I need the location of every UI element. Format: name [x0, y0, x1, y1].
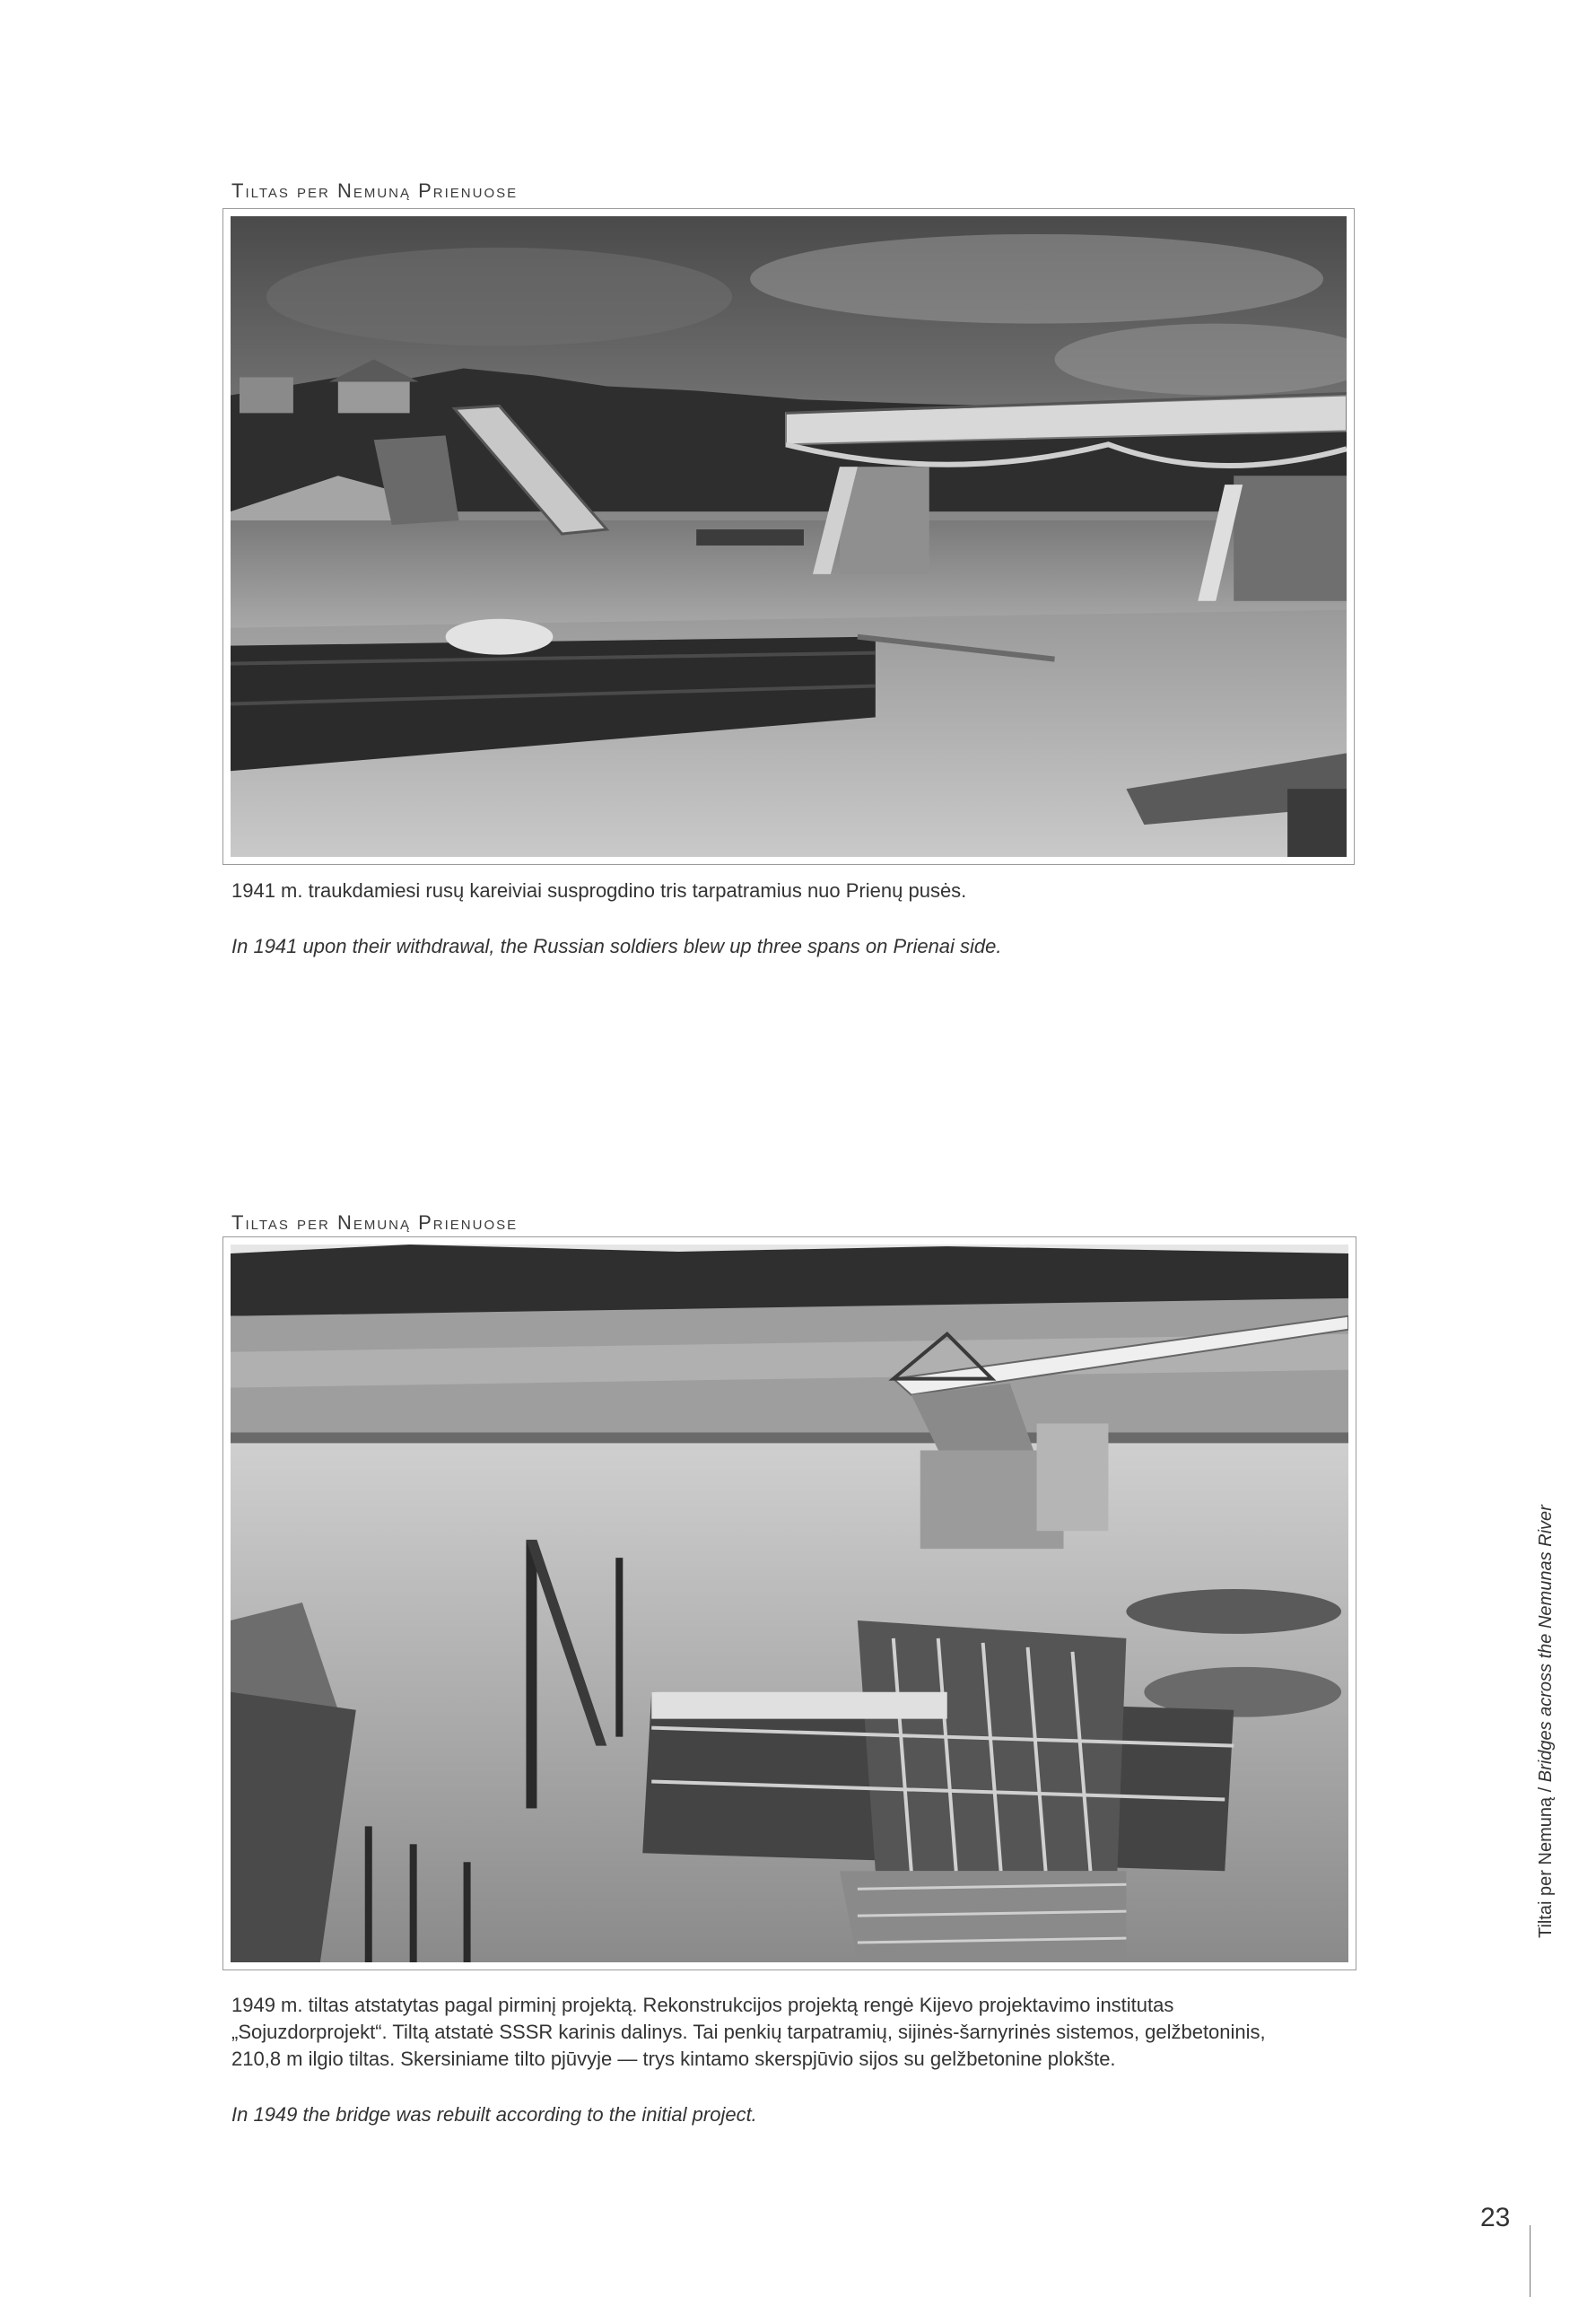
photo2-caption-en: In 1949 the bridge was rebuilt according to the initial project. — [231, 2103, 757, 2126]
photo2-caption-lt-line-2: „Sojuzdorprojekt“. Tiltą atstatė SSSR karinis dalinys. Tai penkių tarpatramių, sijinės-šarnyrinės sistemos, gelžbetoninis, — [231, 2021, 1266, 2043]
photo1-frame — [222, 208, 1355, 865]
page-divider — [1530, 2225, 1531, 2297]
photo1-caption-lt: 1941 m. traukdamiesi rusų kareiviai susprogdino tris tarpatramius nuo Prienų pusės. — [231, 879, 967, 902]
page-number: 23 — [1480, 2203, 1511, 2232]
book-title-lt: Tiltai per Nemuną / — [1536, 1782, 1556, 1938]
photo1-image — [231, 216, 1347, 857]
photo2-frame — [222, 1236, 1356, 1970]
book-title-en: Bridges across the Nemunas River — [1536, 1505, 1556, 1783]
photo2-image — [231, 1245, 1348, 1962]
photo2-heading: Tiltas per Nemuną Prienuose — [231, 1211, 519, 1234]
photo2-caption-lt-line-3: 210,8 m ilgio tiltas. Skersiniame tilto pjūvyje — trys kintamo skerspjūvio sijos su gelžbetonine plokšte. — [231, 2048, 1116, 2070]
photo1-caption-en: In 1941 upon their withdrawal, the Russian soldiers blew up three spans on Prienai side. — [231, 935, 1002, 957]
photo2-caption-lt-line-1: 1949 m. tiltas atstatytas pagal pirminį projektą. Rekonstrukcijos projektą rengė Kijevo projektavimo institutas — [231, 1994, 1174, 2016]
photo1-heading: Tiltas per Nemuną Prienuose — [231, 179, 519, 202]
photo2-caption-lt — [231, 1992, 1362, 2073]
